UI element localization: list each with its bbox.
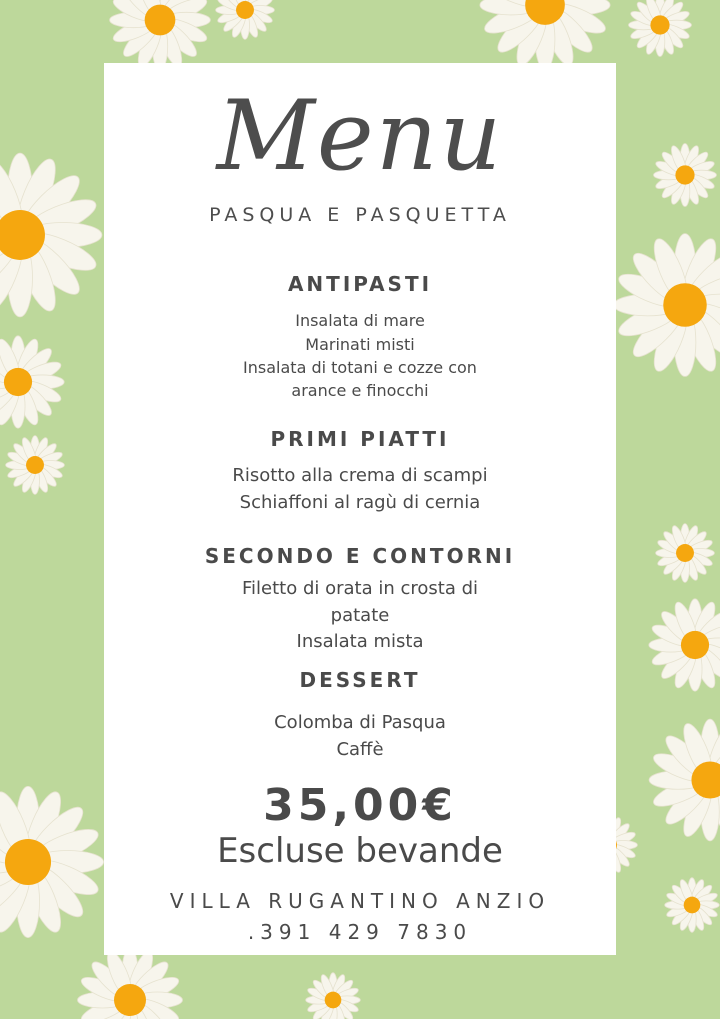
price-note: Escluse bevande [217, 831, 503, 871]
daisy-icon [78, 948, 183, 1019]
daisy-icon [6, 436, 65, 495]
menu-item: Marinati misti [305, 335, 415, 354]
daisy-icon [306, 973, 361, 1019]
section-heading-secondo-e-contorni: SECONDO E CONTORNI [204, 544, 516, 568]
menu-item: Filetto di orata in crosta di [241, 578, 479, 599]
menu-title: Menu [216, 80, 504, 192]
daisy-icon [0, 336, 64, 428]
daisy-icon [480, 0, 610, 70]
menu-item: Insalata di totani e cozze con [243, 358, 477, 377]
menu-item: arance e finocchi [291, 381, 429, 400]
daisy-icon [629, 0, 692, 57]
daisy-icon [654, 144, 717, 207]
venue-phone: .391 429 7830 [247, 920, 473, 944]
section-heading-dessert: DESSERT [299, 668, 421, 692]
section-heading-primi-piatti: PRIMI PIATTI [270, 427, 450, 451]
menu-item: patate [330, 605, 390, 626]
menu-item: Insalata mista [296, 631, 424, 652]
menu-item: Insalata di mare [295, 311, 425, 330]
menu-item: Colomba di Pasqua [274, 712, 446, 733]
daisy-icon [665, 878, 720, 933]
daisy-icon [110, 0, 211, 70]
menu-item: Risotto alla crema di scampi [232, 465, 488, 486]
section-heading-antipasti: ANTIPASTI [287, 272, 433, 296]
menu-subtitle: PASQUA E PASQUETTA [209, 204, 511, 226]
menu-item: Schiaffoni al ragù di cernia [239, 492, 481, 513]
daisy-icon [0, 786, 104, 937]
venue-name: VILLA RUGANTINO ANZIO [169, 889, 551, 913]
menu-card [104, 63, 616, 955]
daisy-icon [216, 0, 275, 39]
daisy-icon [649, 599, 720, 691]
daisy-icon [0, 153, 102, 317]
menu-item: Caffè [336, 739, 384, 760]
daisy-icon [656, 524, 715, 583]
menu-price: 35,00€ [263, 780, 457, 831]
daisy-icon [614, 234, 720, 377]
daisy-icon [649, 719, 720, 841]
